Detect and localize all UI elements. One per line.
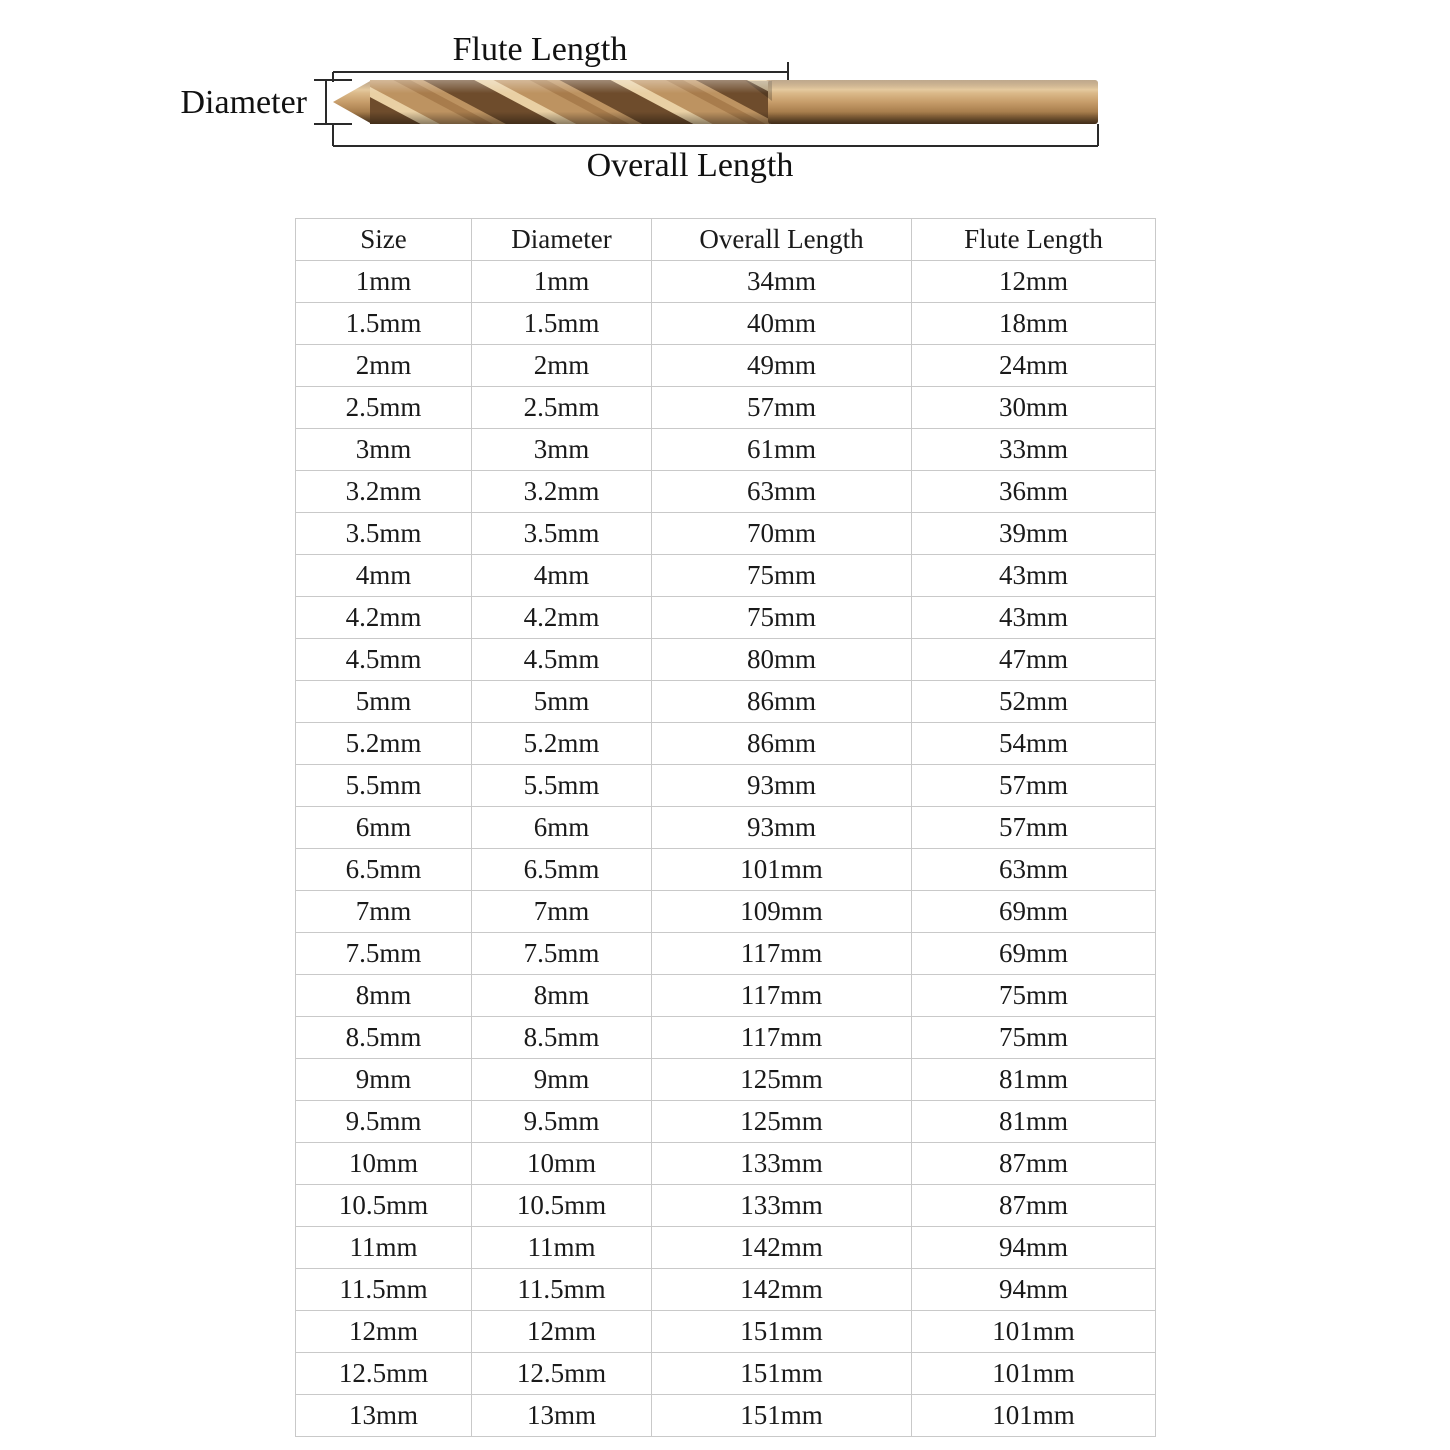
table-cell: 33mm: [912, 429, 1156, 471]
table-cell: 86mm: [652, 681, 912, 723]
table-cell: 11mm: [472, 1227, 652, 1269]
table-cell: 94mm: [912, 1269, 1156, 1311]
table-cell: 4mm: [296, 555, 472, 597]
table-cell: 10.5mm: [472, 1185, 652, 1227]
table-cell: 80mm: [652, 639, 912, 681]
table-row: [296, 681, 1156, 723]
column-header-size: Size: [296, 219, 472, 261]
table-cell: 43mm: [912, 597, 1156, 639]
column-header-diameter: Diameter: [472, 219, 652, 261]
table-row: [296, 807, 1156, 849]
table-cell: 3.2mm: [472, 471, 652, 513]
table-cell: 1mm: [472, 261, 652, 303]
table-cell: 52mm: [912, 681, 1156, 723]
table-cell: 101mm: [652, 849, 912, 891]
table-cell: 3.5mm: [472, 513, 652, 555]
table-row: [296, 513, 1156, 555]
table-cell: 70mm: [652, 513, 912, 555]
table-cell: 9mm: [296, 1059, 472, 1101]
table-cell: 9.5mm: [296, 1101, 472, 1143]
table-cell: 6mm: [472, 807, 652, 849]
table-cell: 101mm: [912, 1395, 1156, 1437]
table-cell: 3mm: [472, 429, 652, 471]
table-cell: 4.5mm: [472, 639, 652, 681]
table-row: [296, 471, 1156, 513]
table-row: [296, 1269, 1156, 1311]
table-cell: 9mm: [472, 1059, 652, 1101]
table-cell: 133mm: [652, 1185, 912, 1227]
table-cell: 142mm: [652, 1269, 912, 1311]
table-cell: 69mm: [912, 933, 1156, 975]
table-cell: 5.5mm: [296, 765, 472, 807]
drill-bit-diagram: [0, 0, 1450, 215]
table-cell: 151mm: [652, 1353, 912, 1395]
table-cell: 7.5mm: [296, 933, 472, 975]
table-cell: 11.5mm: [296, 1269, 472, 1311]
table-cell: 3.2mm: [296, 471, 472, 513]
table-cell: 11mm: [296, 1227, 472, 1269]
table-cell: 63mm: [652, 471, 912, 513]
table-cell: 151mm: [652, 1311, 912, 1353]
table-cell: 8mm: [472, 975, 652, 1017]
table-row: [296, 765, 1156, 807]
table-cell: 87mm: [912, 1185, 1156, 1227]
table-row: [296, 849, 1156, 891]
table-cell: 125mm: [652, 1101, 912, 1143]
table-row: [296, 555, 1156, 597]
table-cell: 7.5mm: [472, 933, 652, 975]
table-cell: 7mm: [472, 891, 652, 933]
table-cell: 63mm: [912, 849, 1156, 891]
table-cell: 81mm: [912, 1059, 1156, 1101]
table-cell: 5.2mm: [296, 723, 472, 765]
flute-length-label: Flute Length: [452, 31, 628, 68]
table-cell: 13mm: [296, 1395, 472, 1437]
spec-table-header: [296, 219, 1156, 261]
column-header-flute-length: Flute Length: [912, 219, 1156, 261]
table-cell: 87mm: [912, 1143, 1156, 1185]
table-cell: 93mm: [652, 807, 912, 849]
table-cell: 6.5mm: [296, 849, 472, 891]
table-cell: 4.2mm: [296, 597, 472, 639]
table-cell: 2mm: [296, 345, 472, 387]
table-cell: 39mm: [912, 513, 1156, 555]
diameter-dimension: [181, 80, 353, 124]
overall-length-dimension: [333, 124, 1098, 184]
table-cell: 101mm: [912, 1353, 1156, 1395]
table-cell: 61mm: [652, 429, 912, 471]
table-cell: 101mm: [912, 1311, 1156, 1353]
cylinder-shading: [333, 80, 1098, 124]
table-cell: 86mm: [652, 723, 912, 765]
table-cell: 75mm: [912, 1017, 1156, 1059]
table-cell: 3.5mm: [296, 513, 472, 555]
table-row: [296, 639, 1156, 681]
table-row: [296, 1143, 1156, 1185]
table-cell: 1.5mm: [296, 303, 472, 345]
table-cell: 1.5mm: [472, 303, 652, 345]
table-cell: 93mm: [652, 765, 912, 807]
table-row: [296, 891, 1156, 933]
table-row: [296, 429, 1156, 471]
table-row: [296, 303, 1156, 345]
table-row: [296, 261, 1156, 303]
table-cell: 2.5mm: [296, 387, 472, 429]
table-cell: 9.5mm: [472, 1101, 652, 1143]
table-cell: 117mm: [652, 975, 912, 1017]
header-row: [296, 219, 1156, 261]
table-cell: 8mm: [296, 975, 472, 1017]
drill-bit-image: [0, 0, 1450, 215]
table-cell: 69mm: [912, 891, 1156, 933]
table-row: [296, 1311, 1156, 1353]
table-cell: 1mm: [296, 261, 472, 303]
table-cell: 5mm: [472, 681, 652, 723]
table-cell: 94mm: [912, 1227, 1156, 1269]
table-row: [296, 345, 1156, 387]
table-cell: 75mm: [912, 975, 1156, 1017]
table-cell: 4mm: [472, 555, 652, 597]
table-row: [296, 1185, 1156, 1227]
drill-bit-body: [333, 80, 1098, 124]
table-cell: 24mm: [912, 345, 1156, 387]
table-cell: 5.2mm: [472, 723, 652, 765]
table-cell: 7mm: [296, 891, 472, 933]
table-cell: 109mm: [652, 891, 912, 933]
table-cell: 81mm: [912, 1101, 1156, 1143]
table-cell: 4.2mm: [472, 597, 652, 639]
table-row: [296, 597, 1156, 639]
table-cell: 13mm: [472, 1395, 652, 1437]
table-cell: 12mm: [472, 1311, 652, 1353]
table-cell: 12.5mm: [472, 1353, 652, 1395]
table-cell: 10mm: [472, 1143, 652, 1185]
table-cell: 54mm: [912, 723, 1156, 765]
table-cell: 151mm: [652, 1395, 912, 1437]
table-cell: 57mm: [912, 765, 1156, 807]
table-cell: 36mm: [912, 471, 1156, 513]
table-cell: 18mm: [912, 303, 1156, 345]
table-cell: 2mm: [472, 345, 652, 387]
spec-table-body: [296, 261, 1156, 1437]
table-row: [296, 1059, 1156, 1101]
table-cell: 40mm: [652, 303, 912, 345]
table-cell: 75mm: [652, 597, 912, 639]
flute-length-dimension: [333, 31, 788, 82]
overall-length-label: Overall Length: [586, 147, 794, 184]
table-cell: 117mm: [652, 933, 912, 975]
table-cell: 47mm: [912, 639, 1156, 681]
table-cell: 12mm: [296, 1311, 472, 1353]
diameter-label: Diameter: [180, 84, 307, 121]
table-cell: 8.5mm: [472, 1017, 652, 1059]
drill-bit-spec-table: [295, 218, 1156, 1437]
table-cell: 133mm: [652, 1143, 912, 1185]
table-cell: 142mm: [652, 1227, 912, 1269]
table-row: [296, 1227, 1156, 1269]
table-cell: 10.5mm: [296, 1185, 472, 1227]
table-row: [296, 975, 1156, 1017]
table-row: [296, 387, 1156, 429]
table-cell: 5.5mm: [472, 765, 652, 807]
table-cell: 125mm: [652, 1059, 912, 1101]
table-cell: 57mm: [912, 807, 1156, 849]
table-cell: 12.5mm: [296, 1353, 472, 1395]
table-row: [296, 1353, 1156, 1395]
column-header-overall-length: Overall Length: [652, 219, 912, 261]
table-cell: 43mm: [912, 555, 1156, 597]
table-cell: 49mm: [652, 345, 912, 387]
table-cell: 75mm: [652, 555, 912, 597]
table-cell: 6.5mm: [472, 849, 652, 891]
table-row: [296, 723, 1156, 765]
table-cell: 5mm: [296, 681, 472, 723]
table-cell: 11.5mm: [472, 1269, 652, 1311]
table-cell: 3mm: [296, 429, 472, 471]
table-cell: 34mm: [652, 261, 912, 303]
table-cell: 30mm: [912, 387, 1156, 429]
table-row: [296, 933, 1156, 975]
table-cell: 57mm: [652, 387, 912, 429]
table-cell: 117mm: [652, 1017, 912, 1059]
table-cell: 6mm: [296, 807, 472, 849]
table-row: [296, 1017, 1156, 1059]
table-cell: 12mm: [912, 261, 1156, 303]
table-cell: 8.5mm: [296, 1017, 472, 1059]
table-row: [296, 1395, 1156, 1437]
table-row: [296, 1101, 1156, 1143]
table-cell: 4.5mm: [296, 639, 472, 681]
table-cell: 2.5mm: [472, 387, 652, 429]
table-cell: 10mm: [296, 1143, 472, 1185]
